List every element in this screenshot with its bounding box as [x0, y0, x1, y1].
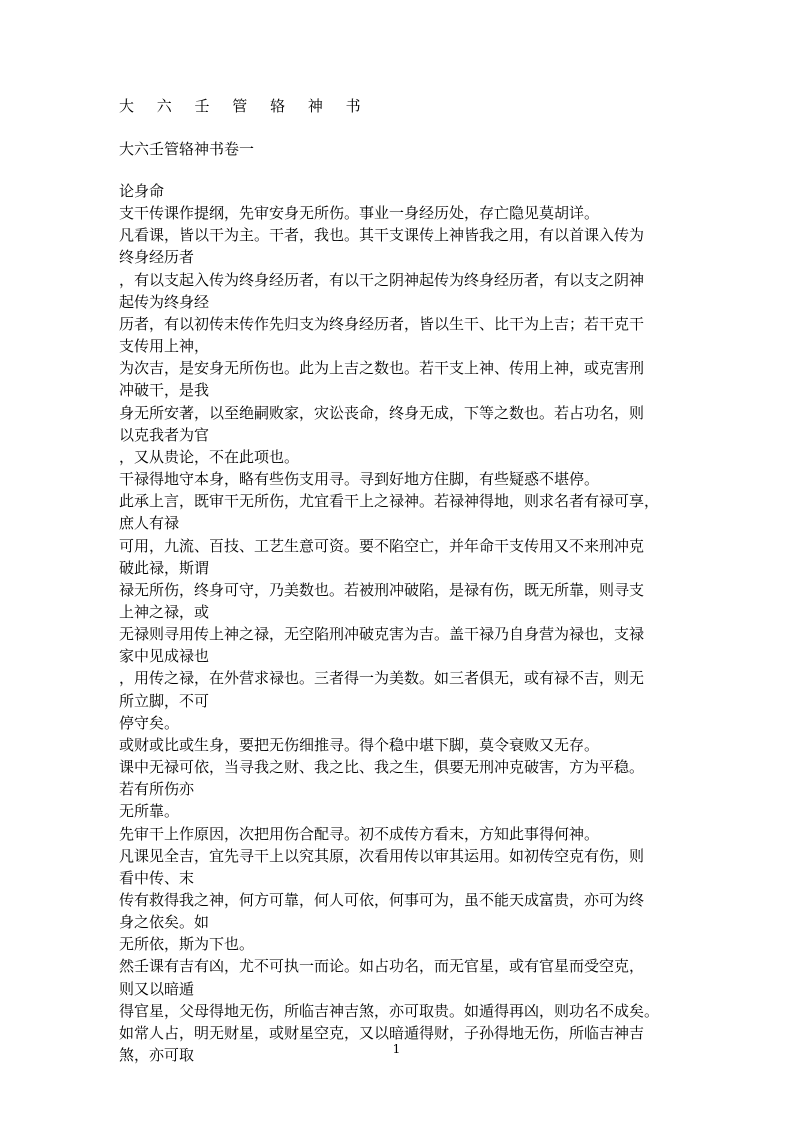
text-line: 此承上言，既审干无所伤，尤宜看干上之禄神。若禄神得地，则求名者有禄可享， — [119, 492, 660, 511]
text-line: 禄无所伤，终身可守，乃美数也。若被刑冲破陷，是禄有伤，既无所靠，则寻支 — [119, 580, 645, 599]
text-line: 历者，有以初传末传作先归支为终身经历者，皆以生干、比干为上吉；若干克干 — [119, 314, 645, 333]
text-line: 家中见成禄也 — [119, 647, 210, 666]
text-line: 终身经历者 — [119, 248, 195, 267]
text-line: 凡看课，皆以干为主。干者，我也。其干支课传上神皆我之用，有以首课入传为 — [119, 226, 645, 245]
text-line: 看中传、末 — [119, 868, 195, 887]
text-line: 课中无禄可依，当寻我之财、我之比、我之生，俱要无刑冲克破害，方为平稳。 — [119, 758, 645, 777]
text-line: 冲破干，是我 — [119, 381, 210, 400]
page-number: 1 — [392, 1042, 401, 1056]
text-line: 起传为终身经 — [119, 292, 210, 311]
text-line: 如常人占，明无财星，或财星空克，又以暗遁得财，子孙得地无伤，所临吉神吉 — [119, 1023, 645, 1042]
text-line: ，有以支起入传为终身经历者，有以干之阴神起传为终身经历者，有以支之阴神 — [119, 270, 645, 289]
text-line: 身之依矣。如 — [119, 913, 210, 932]
text-line: 然壬课有吉有凶，尤不可执一而论。如占功名，而无官星，或有官星而受空克， — [119, 957, 645, 976]
text-line: 为次吉，是安身无所伤也。此为上吉之数也。若干支上神、传用上神，或克害刑 — [119, 359, 645, 378]
text-line: 支传用上神， — [119, 337, 210, 356]
text-line: 可用，九流、百技、工艺生意可资。要不陷空亡，并年命干支传用又不来刑冲克 — [119, 536, 645, 555]
text-line: 无禄则寻用传上神之禄，无空陷刑冲破克害为吉。盖干禄乃自身营为禄也，支禄 — [119, 625, 645, 644]
text-line: 得官星，父母得地无伤，所临吉神吉煞，亦可取贵。如遁得再凶，则功名不成矣。 — [119, 1001, 660, 1020]
book-title: 大 六 壬 管 辂 神 书 — [119, 97, 370, 115]
text-line: 先审干上作原因，次把用伤合配寻。初不成传方看末，方知此事得何神。 — [119, 824, 600, 843]
text-line: 无所靠。 — [119, 802, 180, 821]
text-line: 停守矣。 — [119, 713, 180, 732]
text-line: 则又以暗遁 — [119, 979, 195, 998]
text-line: 所立脚，不可 — [119, 691, 210, 710]
text-line: 上神之禄，或 — [119, 602, 210, 621]
text-line: ，用传之禄，在外营求禄也。三者得一为美数。如三者俱无，或有禄不吉，则无 — [119, 669, 645, 688]
text-line: 支干传课作提纲，先审安身无所伤。事业一身经历处，存亡隐见莫胡详。 — [119, 204, 600, 223]
text-line: 凡课见全吉，宜先寻干上以究其原，次看用传以审其运用。如初传空克有伤，则 — [119, 846, 645, 865]
text-line: 传有救得我之神，何方可靠，何人可依，何事可为，虽不能天成富贵，亦可为终 — [119, 891, 645, 909]
text-line: 无所依，斯为下也。 — [119, 935, 255, 954]
text-line: 庶人有禄 — [119, 514, 180, 533]
text-line: 或财或比或生身，要把无伤细推寻。得个稳中堪下脚，莫令衰败又无存。 — [119, 735, 600, 754]
section-heading: 论身命 — [119, 182, 165, 200]
text-line: ，又从贵论，不在此项也。 — [119, 447, 300, 466]
text-line: 身无所安著，以至绝嗣败家，灾讼丧命，终身无成，下等之数也。若占功名，则 — [119, 403, 645, 422]
text-line: 破此禄，斯谓 — [119, 558, 210, 577]
body-text — [119, 180, 675, 1066]
text-line: 煞，亦可取 — [119, 1046, 195, 1065]
text-line: 以克我者为官 — [119, 425, 210, 444]
text-line: 干禄得地守本身，略有些伤支用寻。寻到好地方住脚，有些疑惑不堪停。 — [119, 470, 600, 489]
text-line: 若有所伤亦 — [119, 780, 195, 799]
volume-title: 大六壬管辂神书卷一 — [119, 140, 255, 158]
